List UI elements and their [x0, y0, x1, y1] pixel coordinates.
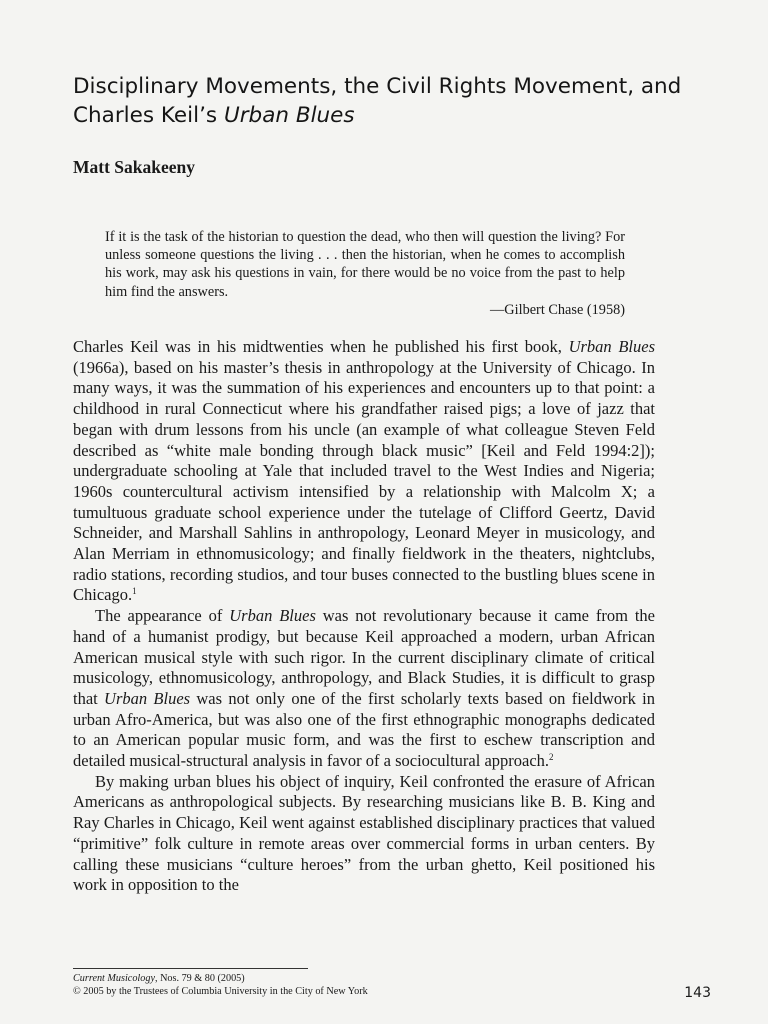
paragraph-2-book-title-2: Urban Blues [104, 688, 191, 708]
epigraph-quote: If it is the task of the historian to question the dead, who then will question the living? For unless someone questions the living . . . then the historian, when he comes to accomplish his work, may ask his questions in vain, for there would be no voice from the past to help him find the answers. [105, 229, 625, 300]
epigraph-attribution: —Gilbert Chase (1958) [490, 301, 625, 318]
footnote-ref-1[interactable]: 1 [132, 586, 137, 597]
paragraph-2-text-a: The appearance of [95, 606, 230, 626]
article-title-italic: Urban Blues [223, 103, 355, 128]
article-title-text: Disciplinary Movements, the Civil Rights Movement, and Charles Keil’s [73, 74, 682, 128]
paragraph-1-book-title: Urban Blues [568, 337, 655, 356]
paragraph-2-text-c: was not only one of the first scholarly texts based on fieldwork in urban Afro-America, but was also one of the first ethnographic monographs dedicated to an American popular music form, and was the first to eschew transcription and detailed musical-structural analysis in favor of a sociocultural approach. [73, 688, 656, 771]
copyright-notice: © 2005 by the Trustees of Columbia University in the City of New York [73, 986, 368, 997]
paragraph-1-text-b: (1966a), based on his master’s thesis in anthropology at the University of Chicago. In many ways, it was the summation of his experiences and encounters up to that point: a childhood in rural Connecticut where his grandfather raised pigs; a love of jazz that began with drum lessons from his uncle (an example of what colleague Steven Feld described as “white male bonding through black music” [Keil and Feld 1994:2]); undergraduate schooling at Yale that included travel to the West Indies and Nigeria; 1960s countercultural activism intensified by a relationship with Malcolm X; a tumultuous graduate school experience under the tutelage of Clifford Geertz, David Schneider, and Marshall Sahlins in anthropology, Leonard Meyer in musicology, and Alan Merriam in ethnomusicology; and finally fieldwork in the theaters, nightclubs, radio stations, recording studios, and tour buses connected to the bustling blues scene in Chicago. [73, 357, 655, 605]
journal-name: Current Musicology [73, 973, 155, 984]
body-text [73, 337, 655, 896]
journal-citation [73, 972, 368, 985]
paragraph-3: By making urban blues his object of inquiry, Keil confronted the erasure of African Americans as anthropological subjects. By researching musicians like B. B. King and Ray Charles in Chicago, Keil went against established disciplinary practices that valued “primitive” folk culture in remote areas over commercial forms in urban centers. By calling these musicians “culture heroes” from the urban ghetto, Keil positioned his work in opposition to the [73, 771, 655, 895]
page-number: 143 [684, 985, 711, 1001]
paragraph-2-text-b: was not revolutionary because it came from the hand of a humanist prodigy, but because Keil approached a modern, urban African American musical style with such rigor. In the current disciplinary climate of critical musicology, ethnomusicology, anthropology, and Black Studies, it is difficult to grasp that [73, 606, 655, 708]
page-footer [73, 972, 368, 998]
journal-issue: , Nos. 79 & 80 (2005) [154, 973, 245, 984]
epigraph [105, 228, 625, 319]
author-name: Matt Sakakeeny [73, 157, 196, 177]
paragraph-1 [73, 337, 655, 606]
paragraph-2 [73, 606, 655, 772]
footer-rule [73, 968, 308, 969]
article-title [73, 72, 713, 130]
paragraph-2-book-title-1: Urban Blues [229, 606, 316, 626]
footnote-ref-2[interactable]: 2 [549, 752, 554, 763]
paragraph-1-text-a: Charles Keil was in his midtwenties when he published his first book, [73, 337, 569, 356]
